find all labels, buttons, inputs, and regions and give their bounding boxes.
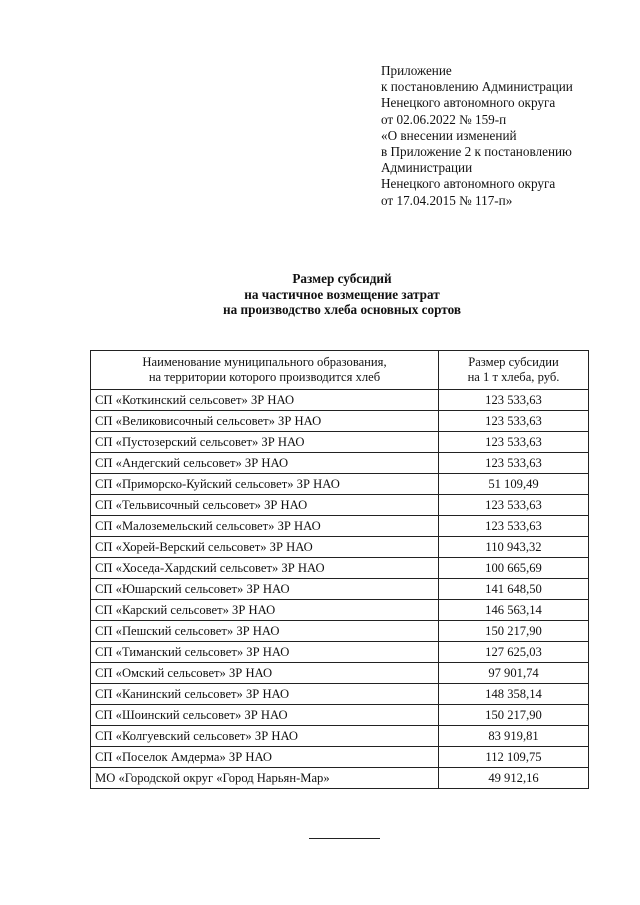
appendix-line: «О внесении изменений	[381, 127, 517, 143]
subsidy-table	[90, 350, 589, 789]
table-row	[91, 453, 589, 474]
table-row	[91, 684, 589, 705]
municipality-name: СП «Омский сельсовет» ЗР НАО	[91, 663, 439, 684]
title-line: на частичное возмещение затрат	[244, 286, 440, 302]
title-line: Размер субсидий	[292, 271, 392, 286]
municipality-name: СП «Хоседа-Хардский сельсовет» ЗР НАО	[91, 558, 439, 579]
table-header-row	[91, 351, 589, 390]
subsidy-amount: 49 912,16	[439, 768, 589, 789]
municipality-name: СП «Тельвисочный сельсовет» ЗР НАО	[91, 495, 439, 516]
table-row	[91, 474, 589, 495]
subsidy-amount: 123 533,63	[439, 411, 589, 432]
municipality-name: СП «Шоинский сельсовет» ЗР НАО	[91, 705, 439, 726]
table-row	[91, 726, 589, 747]
municipality-name: СП «Малоземельский сельсовет» ЗР НАО	[91, 516, 439, 537]
subsidy-amount: 127 625,03	[439, 642, 589, 663]
header-line: Наименование муниципального образования,	[142, 355, 387, 369]
municipality-name: СП «Хорей-Верский сельсовет» ЗР НАО	[91, 537, 439, 558]
table-row	[91, 642, 589, 663]
subsidy-amount: 150 217,90	[439, 705, 589, 726]
municipality-name: СП «Великовисочный сельсовет» ЗР НАО	[91, 411, 439, 432]
header-line: на 1 т хлеба, руб.	[467, 370, 560, 384]
municipality-name: МО «Городской округ «Город Нарьян-Мар»	[91, 768, 439, 789]
header-subsidy-amount	[439, 351, 589, 390]
table-row	[91, 747, 589, 768]
appendix-line: Приложение	[381, 63, 452, 78]
appendix-line: Ненецкого автономного округа	[381, 95, 556, 111]
footer-divider	[309, 838, 380, 839]
municipality-name: СП «Канинский сельсовет» ЗР НАО	[91, 684, 439, 705]
table-row	[91, 390, 589, 411]
subsidy-amount: 146 563,14	[439, 600, 589, 621]
subsidy-amount: 123 533,63	[439, 432, 589, 453]
table-row	[91, 621, 589, 642]
subsidy-amount: 112 109,75	[439, 747, 589, 768]
appendix-block	[381, 63, 631, 209]
appendix-line: к постановлению Администрации	[381, 79, 573, 95]
appendix-line: Ненецкого автономного округа	[381, 176, 556, 192]
subsidy-amount: 148 358,14	[439, 684, 589, 705]
table-row	[91, 495, 589, 516]
table-body	[91, 390, 589, 789]
table-row	[91, 768, 589, 789]
table-row	[91, 579, 589, 600]
subsidy-amount: 100 665,69	[439, 558, 589, 579]
subsidy-amount: 123 533,63	[439, 516, 589, 537]
subsidy-amount: 123 533,63	[439, 390, 589, 411]
subsidy-amount: 141 648,50	[439, 579, 589, 600]
header-line: на территории которого производится хлеб	[148, 370, 381, 384]
table-row	[91, 537, 589, 558]
municipality-name: СП «Юшарский сельсовет» ЗР НАО	[91, 579, 439, 600]
municipality-name: СП «Андегский сельсовет» ЗР НАО	[91, 453, 439, 474]
table-row	[91, 411, 589, 432]
municipality-name: СП «Коткинский сельсовет» ЗР НАО	[91, 390, 439, 411]
municipality-name: СП «Пустозерский сельсовет» ЗР НАО	[91, 432, 439, 453]
municipality-name: СП «Карский сельсовет» ЗР НАО	[91, 600, 439, 621]
table-row	[91, 663, 589, 684]
appendix-line: Администрации	[381, 160, 473, 176]
title-line: на производство хлеба основных сортов	[223, 302, 461, 318]
appendix-line: в Приложение 2 к постановлению	[381, 144, 572, 160]
subsidy-amount: 123 533,63	[439, 453, 589, 474]
table-row	[91, 558, 589, 579]
header-municipality	[91, 351, 439, 390]
municipality-name: СП «Приморско-Куйский сельсовет» ЗР НАО	[91, 474, 439, 495]
subsidy-amount: 123 533,63	[439, 495, 589, 516]
subsidy-amount: 83 919,81	[439, 726, 589, 747]
municipality-name: СП «Тиманский сельсовет» ЗР НАО	[91, 642, 439, 663]
subsidy-amount: 97 901,74	[439, 663, 589, 684]
document-title	[0, 271, 640, 318]
municipality-name: СП «Пешский сельсовет» ЗР НАО	[91, 621, 439, 642]
table-row	[91, 600, 589, 621]
municipality-name: СП «Поселок Амдерма» ЗР НАО	[91, 747, 439, 768]
table-row	[91, 432, 589, 453]
subsidy-amount: 150 217,90	[439, 621, 589, 642]
appendix-line: от 17.04.2015 № 117-п»	[381, 192, 513, 208]
table-row	[91, 516, 589, 537]
appendix-line: от 02.06.2022 № 159-п	[381, 111, 507, 127]
subsidy-amount: 110 943,32	[439, 537, 589, 558]
table-row	[91, 705, 589, 726]
subsidy-amount: 51 109,49	[439, 474, 589, 495]
header-line: Размер субсидии	[468, 355, 559, 369]
municipality-name: СП «Колгуевский сельсовет» ЗР НАО	[91, 726, 439, 747]
